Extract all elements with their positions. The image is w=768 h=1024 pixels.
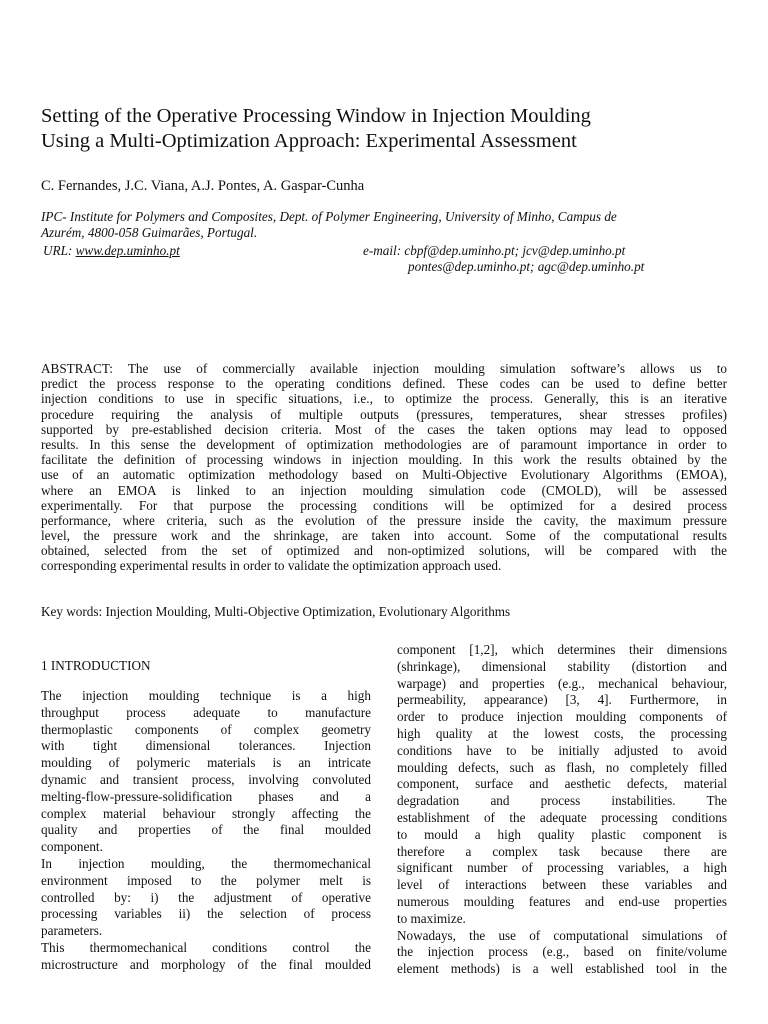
body-line: parameters. bbox=[41, 923, 103, 939]
body-line: dynamic and transient process, involving convoluted bbox=[41, 771, 371, 787]
abstract-line: injection conditions to use in specific situations, i.e., to optimize the process. Generally, this is an iterative bbox=[41, 391, 727, 407]
body-line: significant number of processing variables, a high bbox=[397, 860, 727, 876]
body-line: melting-flow-pressure-solidification phases and a bbox=[41, 788, 371, 804]
body-line: element methods) is a well established tool in the bbox=[397, 961, 727, 977]
body-line: degradation and process instabilities. The bbox=[397, 793, 727, 809]
abstract-line: performance, where criteria, such as the evolution of the pressure inside the cavity, the maximum pressure bbox=[41, 512, 727, 528]
body-line: warpage) and properties (e.g., mechanical behaviour, bbox=[397, 675, 727, 691]
body-line: moulding defects, such as flash, no completely filled bbox=[397, 759, 727, 775]
section-heading-introduction: 1 INTRODUCTION bbox=[41, 658, 151, 673]
body-line: microstructure and morphology of the final moulded bbox=[41, 956, 371, 972]
body-line: controlled by: i) the adjustment of operative bbox=[41, 889, 371, 905]
body-line: order to produce injection moulding components of bbox=[397, 709, 727, 725]
title-line-2: Using a Multi-Optimization Approach: Experimental Assessment bbox=[41, 130, 577, 152]
body-line: moulding of polymeric materials is an intricate bbox=[41, 755, 371, 771]
abstract bbox=[41, 361, 727, 574]
body-line: environment imposed to the polymer melt is bbox=[41, 872, 371, 888]
body-line: numerous moulding features and end-use properties bbox=[397, 893, 727, 909]
abstract-line: level, the pressure work and the shrinkage, are taken into account. Some of the computational results bbox=[41, 528, 727, 544]
keywords: Key words: Injection Moulding, Multi-Objective Optimization, Evolutionary Algorithms bbox=[41, 604, 511, 619]
body-line: establishment of the adequate processing conditions bbox=[397, 809, 727, 825]
abstract-line: ABSTRACT: The use of commercially available injection moulding simulation software’s allows us to bbox=[41, 361, 727, 376]
body-line: component. bbox=[41, 839, 103, 855]
body-line: component [1,2], which determines their dimensions bbox=[397, 642, 727, 657]
body-line: conditions have to be initially adjusted to avoid bbox=[397, 742, 727, 758]
body-line: In injection moulding, the thermomechanical bbox=[41, 855, 371, 871]
paper-title bbox=[41, 104, 731, 154]
abstract-line: predict the process response to the operating conditions defined. These codes can be used to define better bbox=[41, 376, 727, 392]
body-line: (shrinkage), dimensional stability (distortion and bbox=[397, 658, 727, 674]
body-line: therefore a complex task because there are bbox=[397, 843, 727, 859]
abstract-line: facilitate the definition of processing windows in injection moulding. In this work the results obtained by the bbox=[41, 452, 727, 468]
body-line: quality and properties of the final moulded bbox=[41, 822, 371, 838]
abstract-line: supported by pre-established decision criteria. Most of the cases the taken options may lead to opposed bbox=[41, 421, 727, 437]
email-line-1: e-mail: cbpf@dep.uminho.pt; jcv@dep.uminho.pt bbox=[363, 243, 626, 258]
url-link[interactable]: www.dep.uminho.pt bbox=[75, 243, 180, 258]
abstract-line: corresponding experimental results in order to validate the optimization approach used. bbox=[41, 558, 502, 574]
body-line: component, surface and aesthetic defects, material bbox=[397, 776, 727, 792]
right-column bbox=[397, 642, 727, 978]
abstract-line: experimentally. For that purpose the processing conditions will be optimized for a desired process bbox=[41, 497, 727, 513]
body-line: This thermomechanical conditions control the bbox=[41, 939, 371, 955]
abstract-line: procedure requiring the analysis of multiple outputs (pressures, temperatures, shear stresses profiles) bbox=[41, 406, 727, 422]
body-line: level of interactions between these variables and bbox=[397, 877, 727, 893]
body-line: thermoplastic components of complex geometry bbox=[41, 721, 371, 737]
left-column bbox=[41, 688, 371, 974]
author-list: C. Fernandes, J.C. Viana, A.J. Pontes, A. Gaspar-Cunha bbox=[41, 178, 365, 194]
body-line: to mould a high quality plastic component is bbox=[397, 826, 727, 842]
abstract-line: obtained, selected from the set of optimized and non-optimized solutions, will be compared with the bbox=[41, 543, 727, 559]
url-label: URL: bbox=[43, 243, 76, 258]
body-line: The injection moulding technique is a high bbox=[41, 688, 371, 703]
body-line: to maximize. bbox=[397, 910, 466, 926]
body-line: permeability, appearance) [3, 4]. Furthermore, in bbox=[397, 692, 727, 708]
abstract-line: results. In this sense the development of optimization methodologies are of paramount importance in order to bbox=[41, 436, 727, 452]
title-line-1: Setting of the Operative Processing Window in Injection Moulding bbox=[41, 105, 591, 127]
body-line: processing variables ii) the selection of process bbox=[41, 906, 371, 922]
body-line: with tight dimensional tolerances. Injection bbox=[41, 738, 371, 754]
body-line: throughput process adequate to manufacture bbox=[41, 704, 371, 720]
body-line: the injection process (e.g., based on finite/volume bbox=[397, 944, 727, 960]
abstract-line: where an EMOA is linked to an injection moulding simulation code (CMOLD), will be assessed bbox=[41, 482, 727, 498]
affiliation-line-2: Azurém, 4800-058 Guimarães, Portugal. bbox=[41, 225, 258, 240]
body-line: complex material behaviour strongly affecting the bbox=[41, 805, 371, 821]
url-line bbox=[43, 243, 180, 259]
body-line: Nowadays, the use of computational simulations of bbox=[397, 927, 727, 943]
affiliation bbox=[41, 209, 731, 241]
email-line-2: pontes@dep.uminho.pt; agc@dep.uminho.pt bbox=[408, 259, 645, 274]
affiliation-line-1: IPC- Institute for Polymers and Composites, Dept. of Polymer Engineering, University of Minho, Campus de bbox=[41, 209, 617, 224]
body-line: high quality at the lowest costs, the processing bbox=[397, 725, 727, 741]
abstract-line: use of an automatic optimization methodology based on Multi-Objective Evolutionary Algorithms (EMOA), bbox=[41, 467, 727, 483]
